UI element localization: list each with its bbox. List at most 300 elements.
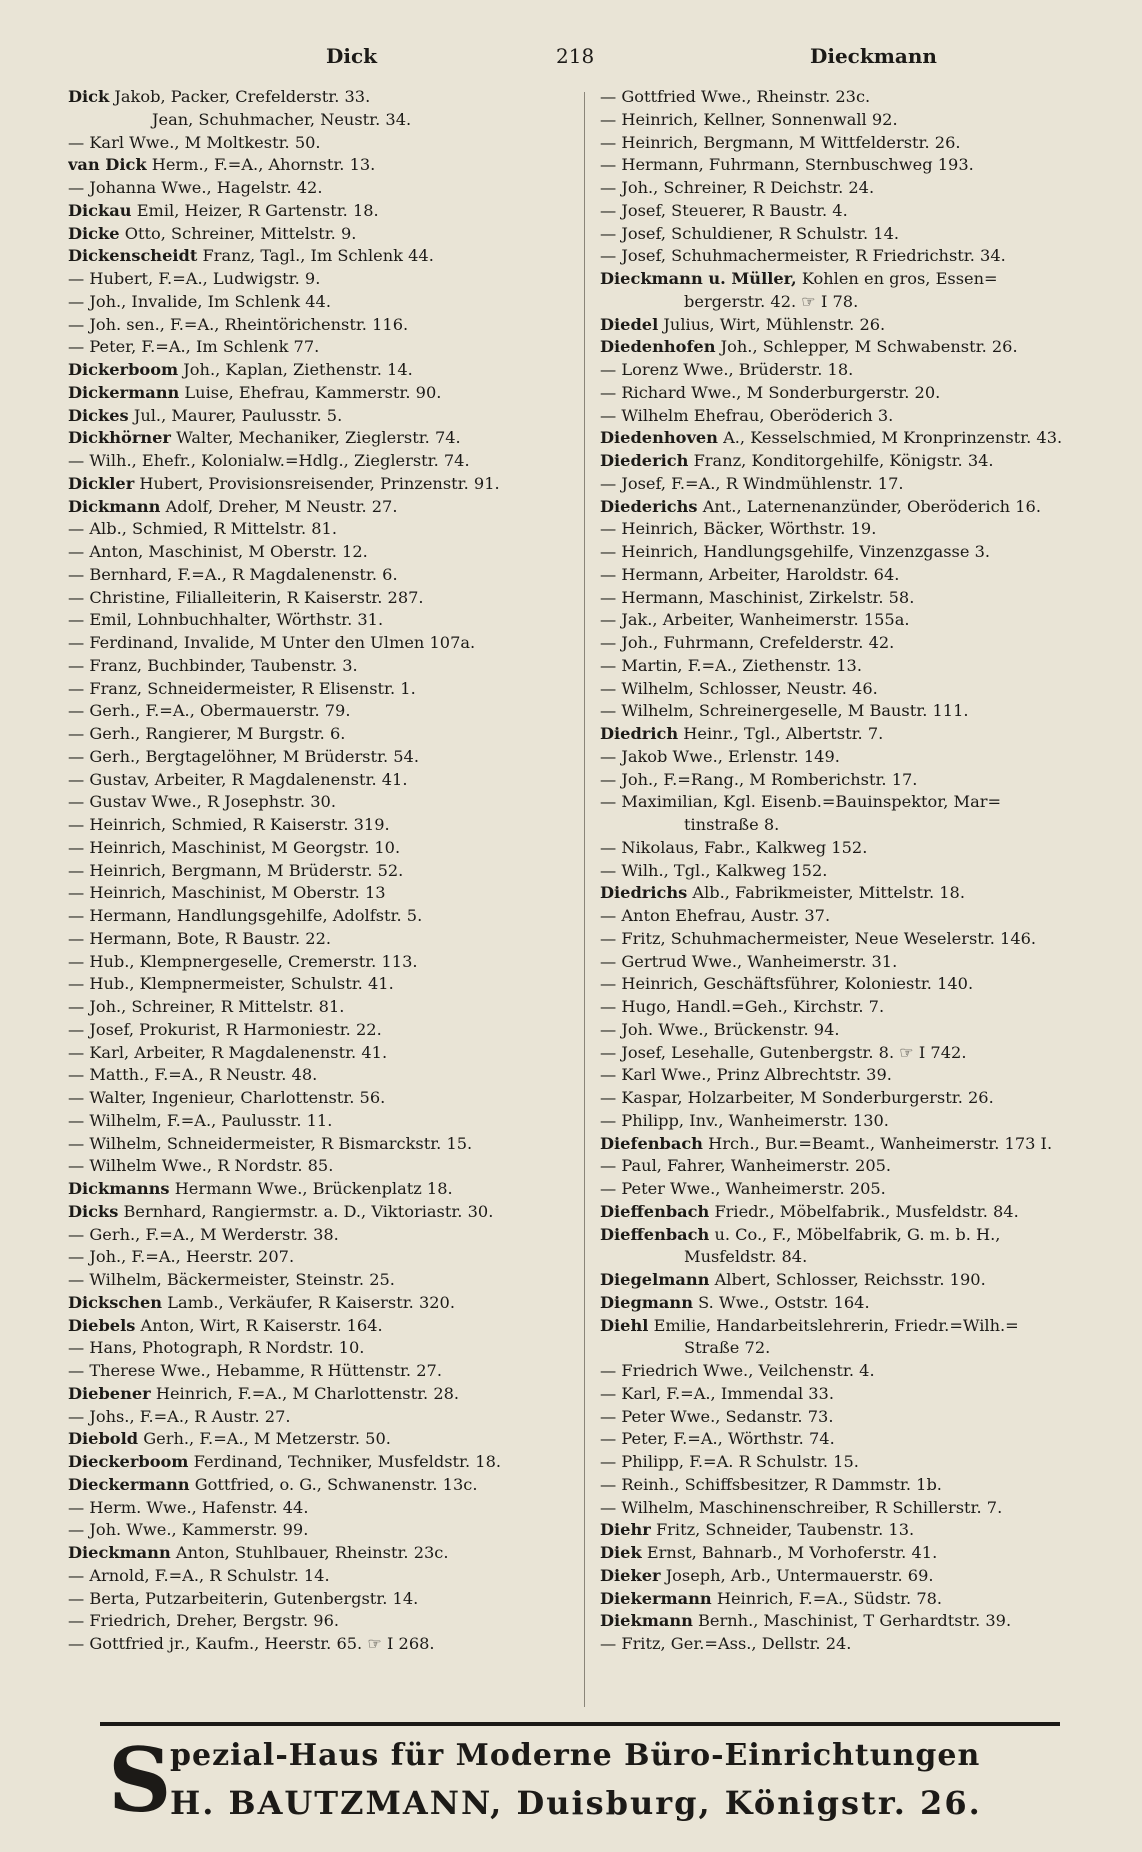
directory-entry: [600, 769, 1100, 792]
directory-entry: [68, 314, 580, 337]
directory-entry: [68, 1383, 580, 1406]
entry-details: — Heinrich, Bergmann, M Wittfelderstr. 26.: [600, 132, 961, 152]
entry-details: — Arnold, F.=A., R Schulstr. 14.: [68, 1565, 330, 1585]
directory-entry: [600, 1133, 1100, 1156]
directory-entry: [600, 496, 1100, 519]
entry-details: Adolf, Dreher, M Neustr. 27.: [165, 496, 398, 516]
entry-details: — Nikolaus, Fabr., Kalkweg 152.: [600, 837, 868, 857]
entry-details: — Joh., Invalide, Im Schlenk 44.: [68, 291, 331, 311]
entry-details: — Heinrich, Maschinist, M Georgstr. 10.: [68, 837, 401, 857]
entry-details: — Joh., Fuhrmann, Crefelderstr. 42.: [600, 633, 895, 652]
entry-details: Gottfried, o. G., Schwanenstr. 13c.: [194, 1474, 478, 1494]
directory-entry: [68, 1337, 580, 1360]
entry-details: — Richard Wwe., M Sonderburgerstr. 20.: [600, 382, 941, 402]
directory-entry: [600, 518, 1100, 541]
entry-details: Joh., Kaplan, Ziethenstr. 14.: [183, 360, 413, 379]
entry-details: Ferdinand, Techniker, Musfeldstr. 18.: [193, 1452, 502, 1471]
entry-details: — Hugo, Handl.=Geh., Kirchstr. 7.: [600, 997, 885, 1016]
entry-details: — Josef, Steuerer, R Baustr. 4.: [600, 200, 848, 220]
column-divider: [584, 92, 585, 1707]
entry-details: — Gustav Wwe., R Josephstr. 30.: [68, 792, 337, 812]
entry-details: Bernh., Maschinist, T Gerhardtstr. 39.: [698, 1611, 1012, 1631]
directory-entry: [68, 1201, 580, 1224]
directory-entry: [68, 473, 580, 496]
directory-entry: [600, 1588, 1100, 1611]
entry-details: — Heinrich, Kellner, Sonnenwall 92.: [600, 109, 898, 129]
directory-entry: [68, 1064, 580, 1087]
directory-entry: [68, 1269, 580, 1292]
entry-details: — Therese Wwe., Hebamme, R Hüttenstr. 27.: [68, 1361, 442, 1380]
directory-entry: [68, 1155, 580, 1178]
directory-entry: [600, 1497, 1100, 1520]
entry-details: — Joh. Wwe., Kammerstr. 99.: [68, 1520, 309, 1540]
directory-entry: [68, 746, 580, 769]
entry-details: — Johanna Wwe., Hagelstr. 42.: [68, 178, 323, 197]
directory-entry: [68, 951, 580, 974]
entry-details: — Hub., Klempnergeselle, Cremerstr. 113.: [68, 951, 418, 971]
directory-entry: [600, 632, 1100, 655]
directory-entry: [600, 1610, 1100, 1633]
entry-details: — Karl, F.=A., Immendal 33.: [600, 1383, 835, 1403]
directory-entry: [68, 882, 580, 905]
entry-details: Emil, Heizer, R Gartenstr. 18.: [136, 200, 379, 220]
directory-entry: [68, 450, 580, 473]
directory-entry: [600, 541, 1100, 564]
entry-surname: Diederichs: [600, 496, 698, 516]
directory-entry: [600, 427, 1100, 450]
right-column: [600, 86, 1100, 1656]
directory-entry: [68, 1292, 580, 1315]
entry-details: Hrch., Bur.=Beamt., Wanheimerstr. 173 I.: [708, 1133, 1053, 1153]
entry-details: — Hermann, Fuhrmann, Sternbuschweg 193.: [600, 155, 974, 175]
entry-details: S. Wwe., Oststr. 164.: [698, 1292, 870, 1312]
entry-details: Heinr., Tgl., Albertstr. 7.: [683, 724, 884, 743]
directory-entry: [600, 200, 1100, 223]
entry-details: — Josef, Schuldiener, R Schulstr. 14.: [600, 223, 900, 243]
directory-entry: [68, 678, 580, 701]
entry-details: Bernhard, Rangiermstr. a. D., Viktoriastr. 30.: [123, 1201, 494, 1221]
entry-details: Franz, Konditorgehilfe, Königstr. 34.: [693, 451, 994, 470]
directory-entry: [68, 1633, 580, 1656]
entry-details: — Heinrich, Bäcker, Wörthstr. 19.: [600, 519, 877, 539]
entry-details: — Hub., Klempnermeister, Schulstr. 41.: [68, 974, 394, 994]
directory-entry: [68, 405, 580, 428]
directory-entry: [600, 1269, 1100, 1292]
entry-details: — Maximilian, Kgl. Eisenb.=Bauinspektor, Mar=: [600, 792, 1002, 812]
entry-surname: Diegmann: [600, 1292, 693, 1312]
entry-details: — Wilhelm Ehefrau, Oberöderich 3.: [600, 405, 894, 425]
entry-surname: Dicks: [68, 1201, 119, 1221]
entry-surname: Diedrichs: [600, 883, 688, 903]
entry-details: — Walter, Ingenieur, Charlottenstr. 56.: [68, 1088, 386, 1107]
entry-details: Friedr., Möbelfabrik., Musfeldstr. 84.: [714, 1201, 1019, 1221]
entry-details: — Heinrich, Schmied, R Kaiserstr. 319.: [68, 815, 390, 834]
directory-entry: [600, 678, 1100, 701]
entry-details: — Wilhelm, Schlosser, Neustr. 46.: [600, 678, 878, 698]
directory-entry: [600, 1019, 1100, 1042]
directory-entry: [68, 268, 580, 291]
directory-entry: [68, 427, 580, 450]
entry-details: Gerh., F.=A., M Metzerstr. 50.: [143, 1429, 391, 1449]
entry-details: — Gerh., Rangierer, M Burgstr. 6.: [68, 724, 346, 743]
directory-entry: [68, 723, 580, 746]
directory-entry: [68, 587, 580, 610]
header-left-keyword: Dick: [326, 44, 377, 68]
entry-details: — Matth., F.=A., R Neustr. 48.: [68, 1065, 318, 1085]
directory-entry: [68, 177, 580, 200]
entry-details: — Hermann, Handlungsgehilfe, Adolfstr. 5.: [68, 906, 423, 925]
entry-details: — Josef, F.=A., R Windmühlenstr. 17.: [600, 473, 904, 493]
directory-entry: [68, 223, 580, 246]
entry-surname: Diebold: [68, 1429, 139, 1449]
entry-details: — Philipp, Inv., Wanheimerstr. 130.: [600, 1110, 889, 1130]
entry-details: bergerstr. 42. ☞ I 78.: [684, 291, 859, 311]
directory-entry: [600, 791, 1100, 814]
entry-details: Joh., Schlepper, M Schwabenstr. 26.: [720, 337, 1018, 357]
entry-surname: Dickschen: [68, 1292, 163, 1312]
entry-details: — Anton, Maschinist, M Oberstr. 12.: [68, 542, 368, 561]
entry-details: — Joh., Schreiner, R Deichstr. 24.: [600, 178, 875, 197]
entry-details: — Kaspar, Holzarbeiter, M Sonderburgerstr. 26.: [600, 1088, 994, 1107]
directory-entry: [68, 837, 580, 860]
entry-details: Heinrich, F.=A., M Charlottenstr. 28.: [155, 1383, 460, 1403]
directory-entry: [68, 1610, 580, 1633]
directory-entry: [600, 1246, 1100, 1269]
entry-details: Joseph, Arb., Untermauerstr. 69.: [665, 1565, 934, 1585]
entry-surname: Diederich: [600, 451, 689, 470]
entry-surname: Diedenhoven: [600, 428, 718, 448]
entry-details: — Heinrich, Bergmann, M Brüderstr. 52.: [68, 860, 404, 880]
entry-details: — Gertrud Wwe., Wanheimerstr. 31.: [600, 951, 898, 971]
entry-surname: Diedrich: [600, 724, 679, 743]
directory-entry: [68, 245, 580, 268]
entry-details: — Josef, Lesehalle, Gutenbergstr. 8. ☞ I 742.: [600, 1042, 967, 1062]
entry-details: — Heinrich, Handlungsgehilfe, Vinzenzgasse 3.: [600, 542, 991, 561]
entry-details: — Martin, F.=A., Ziethenstr. 13.: [600, 655, 862, 675]
directory-entry: [600, 473, 1100, 496]
entry-details: — Josef, Prokurist, R Harmoniestr. 22.: [68, 1019, 382, 1039]
entry-details: Lamb., Verkäufer, R Kaiserstr. 320.: [167, 1292, 455, 1312]
directory-entry: [600, 1428, 1100, 1451]
directory-entry: [68, 564, 580, 587]
entry-details: Jakob, Packer, Crefelderstr. 33.: [114, 87, 371, 106]
entry-details: A., Kesselschmied, M Kronprinzenstr. 43.: [723, 428, 1063, 448]
directory-entry: [600, 1110, 1100, 1133]
entry-surname: Dickau: [68, 200, 132, 220]
directory-entry: [68, 154, 580, 177]
directory-entry: [600, 1474, 1100, 1497]
directory-entry: [68, 1428, 580, 1451]
entry-details: — Wilhelm, Bäckermeister, Steinstr. 25.: [68, 1270, 395, 1289]
directory-entry: [600, 928, 1100, 951]
entry-details: — Wilh., Tgl., Kalkweg 152.: [600, 860, 828, 880]
directory-entry: [600, 1383, 1100, 1406]
entry-surname: Dickhörner: [68, 428, 171, 448]
entry-details: — Hermann, Bote, R Baustr. 22.: [68, 928, 332, 948]
entry-details: — Jakob Wwe., Erlenstr. 149.: [600, 746, 840, 766]
entry-surname: Dickerboom: [68, 360, 179, 379]
directory-entry: [68, 1019, 580, 1042]
directory-entry: [68, 291, 580, 314]
entry-details: — Gottfried jr., Kaufm., Heerstr. 65. ☞ I 268.: [68, 1634, 435, 1653]
ad-line-1: pezial-Haus für Moderne Büro-Einrichtungen: [170, 1738, 981, 1773]
directory-entry: [600, 1519, 1100, 1542]
entry-surname: Dieffenbach: [600, 1201, 710, 1221]
directory-entry: [600, 814, 1100, 837]
entry-surname: Dickenscheidt: [68, 246, 198, 266]
directory-entry: [68, 1497, 580, 1520]
entry-surname: Dieckmann u. Müller,: [600, 269, 797, 288]
entry-details: — Hubert, F.=A., Ludwigstr. 9.: [68, 269, 321, 288]
entry-details: — Herm. Wwe., Hafenstr. 44.: [68, 1497, 309, 1517]
entry-details: — Johs., F.=A., R Austr. 27.: [68, 1406, 291, 1426]
entry-surname: Dickler: [68, 473, 135, 493]
entry-details: — Friedrich Wwe., Veilchenstr. 4.: [600, 1361, 875, 1380]
entry-details: Ant., Laternenanzünder, Oberöderich 16.: [702, 496, 1041, 516]
entry-surname: Diek: [600, 1543, 642, 1562]
entry-details: — Alb., Schmied, R Mittelstr. 81.: [68, 519, 337, 539]
directory-entry: [600, 86, 1100, 109]
directory-entry: [600, 1201, 1100, 1224]
directory-entry: [600, 1042, 1100, 1065]
directory-entry: [68, 1087, 580, 1110]
entry-surname: Diekmann: [600, 1611, 693, 1631]
directory-entry: [68, 1178, 580, 1201]
directory-entry: [68, 1542, 580, 1565]
entry-surname: Diehr: [600, 1520, 651, 1540]
entry-details: — Karl Wwe., M Moltkestr. 50.: [68, 132, 321, 152]
directory-entry: [68, 1588, 580, 1611]
directory-entry: [68, 996, 580, 1019]
directory-entry: [600, 382, 1100, 405]
entry-details: Walter, Mechaniker, Zieglerstr. 74.: [176, 428, 461, 448]
directory-entry: [68, 1110, 580, 1133]
entry-details: — Ferdinand, Invalide, M Unter den Ulmen 107a.: [68, 633, 476, 652]
entry-details: Anton, Wirt, R Kaiserstr. 164.: [140, 1315, 383, 1335]
directory-entry: [68, 1042, 580, 1065]
entry-details: Emilie, Handarbeitslehrerin, Friedr.=Wilh.=: [653, 1315, 1019, 1335]
directory-entry: [600, 132, 1100, 155]
directory-entry: [600, 450, 1100, 473]
entry-details: — Joh. Wwe., Brückenstr. 94.: [600, 1019, 840, 1039]
entry-details: — Heinrich, Geschäftsführer, Koloniestr. 140.: [600, 974, 974, 994]
entry-surname: Dieckerboom: [68, 1452, 189, 1471]
directory-entry: [600, 314, 1100, 337]
entry-details: — Hermann, Maschinist, Zirkelstr. 58.: [600, 587, 915, 607]
entry-details: u. Co., F., Möbelfabrik, G. m. b. H.,: [714, 1224, 1001, 1244]
directory-entry: [68, 928, 580, 951]
entry-surname: Dieckermann: [68, 1474, 190, 1494]
entry-details: Otto, Schreiner, Mittelstr. 9.: [124, 223, 357, 243]
directory-entry: [68, 86, 580, 109]
entry-details: Fritz, Schneider, Taubenstr. 13.: [655, 1520, 915, 1540]
directory-entry: [600, 723, 1100, 746]
entry-details: — Lorenz Wwe., Brüderstr. 18.: [600, 360, 854, 379]
entry-details: — Heinrich, Maschinist, M Oberstr. 13: [68, 883, 386, 903]
entry-details: — Joh., Schreiner, R Mittelstr. 81.: [68, 997, 345, 1016]
directory-entry: [600, 336, 1100, 359]
directory-entry: [68, 496, 580, 519]
entry-details: — Gerh., Bergtagelöhner, M Brüderstr. 54.: [68, 746, 419, 766]
entry-surname: van Dick: [68, 155, 147, 175]
entry-details: — Wilhelm, Schreinergeselle, M Baustr. 111.: [600, 701, 969, 721]
directory-entry: [600, 996, 1100, 1019]
entry-surname: Diedel: [600, 314, 659, 334]
entry-surname: Diefenbach: [600, 1133, 703, 1153]
page-number: 218: [556, 44, 595, 68]
directory-entry: [600, 609, 1100, 632]
entry-details: — Philipp, F.=A. R Schulstr. 15.: [600, 1452, 859, 1471]
entry-details: Hubert, Provisionsreisender, Prinzenstr. 91.: [139, 473, 500, 493]
entry-details: — Hans, Photograph, R Nordstr. 10.: [68, 1338, 365, 1358]
entry-details: Kohlen en gros, Essen=: [801, 269, 998, 288]
entry-surname: Diekermann: [600, 1588, 712, 1608]
left-column: [68, 86, 580, 1656]
entry-details: — Fritz, Ger.=Ass., Dellstr. 24.: [600, 1634, 852, 1653]
entry-details: — Peter, F.=A., Im Schlenk 77.: [68, 337, 320, 357]
directory-entry: [68, 1133, 580, 1156]
directory-entry: [68, 905, 580, 928]
directory-entry: [600, 1406, 1100, 1429]
entry-details: — Karl, Arbeiter, R Magdalenenstr. 41.: [68, 1042, 388, 1062]
entry-details: Albert, Schlosser, Reichsstr. 190.: [714, 1270, 986, 1289]
directory-entry: [600, 837, 1100, 860]
directory-entry: [600, 1155, 1100, 1178]
directory-entry: [68, 1474, 580, 1497]
directory-entry: [68, 1565, 580, 1588]
entry-details: — Wilhelm Wwe., R Nordstr. 85.: [68, 1156, 334, 1176]
entry-surname: Dickmanns: [68, 1179, 170, 1198]
directory-entry: [68, 336, 580, 359]
entry-details: Heinrich, F.=A., Südstr. 78.: [716, 1588, 943, 1608]
directory-entry: [68, 109, 580, 132]
entry-details: — Gerh., F.=A., Obermauerstr. 79.: [68, 701, 351, 721]
directory-entry: [600, 882, 1100, 905]
entry-details: — Anton Ehefrau, Austr. 37.: [600, 906, 831, 925]
entry-surname: Diegelmann: [600, 1270, 710, 1289]
directory-entry: [68, 382, 580, 405]
entry-details: Straße 72.: [684, 1338, 771, 1358]
entry-details: — Franz, Buchbinder, Taubenstr. 3.: [68, 655, 358, 675]
directory-entry: [68, 1246, 580, 1269]
entry-details: — Hermann, Arbeiter, Haroldstr. 64.: [600, 564, 900, 584]
entry-details: — Wilhelm, Maschinenschreiber, R Schillerstr. 7.: [600, 1497, 1003, 1517]
directory-entry: [600, 700, 1100, 723]
entry-details: — Gottfried Wwe., Rheinstr. 23c.: [600, 87, 871, 106]
directory-entry: [600, 587, 1100, 610]
entry-surname: Dicke: [68, 223, 120, 243]
entry-details: — Joh., F.=A., Heerstr. 207.: [68, 1247, 295, 1267]
directory-entry: [68, 132, 580, 155]
entry-details: — Fritz, Schuhmachermeister, Neue Weselerstr. 146.: [600, 928, 1037, 948]
ad-line-2: H. BAUTZMANN, Duisburg, Königstr. 26.: [170, 1784, 982, 1822]
entry-surname: Diebels: [68, 1315, 136, 1335]
entry-surname: Dickes: [68, 405, 129, 425]
directory-entry: [600, 154, 1100, 177]
entry-surname: Dick: [68, 87, 110, 106]
entry-details: — Franz, Schneidermeister, R Elisenstr. 1.: [68, 678, 416, 698]
directory-entry: [68, 700, 580, 723]
entry-details: — Emil, Lohnbuchhalter, Wörthstr. 31.: [68, 610, 384, 630]
directory-entry: [600, 1178, 1100, 1201]
entry-details: — Wilh., Ehefr., Kolonialw.=Hdlg., Zieglerstr. 74.: [68, 451, 470, 470]
entry-details: — Jak., Arbeiter, Wanheimerstr. 155a.: [600, 610, 910, 630]
directory-entry: [68, 609, 580, 632]
entry-details: — Wilhelm, F.=A., Paulusstr. 11.: [68, 1110, 333, 1130]
directory-entry: [600, 1224, 1100, 1247]
directory-entry: [68, 632, 580, 655]
directory-entry: [600, 223, 1100, 246]
directory-entry: [600, 291, 1100, 314]
directory-entry: [68, 1224, 580, 1247]
directory-entry: [68, 814, 580, 837]
advertisement-banner: [100, 1722, 1060, 1838]
entry-surname: Diebener: [68, 1383, 151, 1403]
page-header: [0, 44, 1142, 80]
entry-details: — Gustav, Arbeiter, R Magdalenenstr. 41.: [68, 769, 408, 789]
entry-details: — Peter Wwe., Wanheimerstr. 205.: [600, 1179, 886, 1198]
directory-entry: [600, 1064, 1100, 1087]
directory-entry: [600, 1337, 1100, 1360]
directory-entry: [68, 1406, 580, 1429]
entry-surname: Dickmann: [68, 496, 161, 516]
entry-details: Jean, Schuhmacher, Neustr. 34.: [152, 109, 412, 129]
directory-entry: [68, 359, 580, 382]
directory-entry: [600, 1292, 1100, 1315]
entry-surname: Dieffenbach: [600, 1224, 710, 1244]
directory-entry: [600, 746, 1100, 769]
entry-details: — Peter Wwe., Sedanstr. 73.: [600, 1406, 834, 1426]
directory-entry: [600, 268, 1100, 291]
entry-details: — Gerh., F.=A., M Werderstr. 38.: [68, 1224, 339, 1244]
entry-details: Jul., Maurer, Paulusstr. 5.: [133, 405, 343, 425]
directory-entry: [68, 791, 580, 814]
directory-entry: [600, 1633, 1100, 1656]
entry-details: Anton, Stuhlbauer, Rheinstr. 23c.: [175, 1543, 449, 1562]
directory-entry: [600, 1451, 1100, 1474]
entry-details: — Karl Wwe., Prinz Albrechtstr. 39.: [600, 1065, 892, 1085]
entry-details: Julius, Wirt, Mühlenstr. 26.: [663, 314, 886, 334]
directory-entry: [600, 905, 1100, 928]
entry-surname: Diehl: [600, 1315, 649, 1335]
entry-details: — Peter, F.=A., Wörthstr. 74.: [600, 1429, 835, 1449]
entry-details: Ernst, Bahnarb., M Vorhoferstr. 41.: [646, 1543, 938, 1562]
directory-entry: [600, 359, 1100, 382]
directory-entry: [600, 1542, 1100, 1565]
ad-initial: S: [108, 1728, 172, 1832]
entry-details: Luise, Ehefrau, Kammerstr. 90.: [184, 382, 442, 402]
directory-entry: [68, 860, 580, 883]
entry-surname: Dieckmann: [68, 1543, 171, 1562]
directory-entry: [600, 951, 1100, 974]
directory-entry: [68, 541, 580, 564]
entry-details: Franz, Tagl., Im Schlenk 44.: [202, 246, 434, 266]
directory-entry: [68, 1360, 580, 1383]
directory-entry: [68, 1451, 580, 1474]
directory-entry: [600, 1087, 1100, 1110]
entry-details: — Christine, Filialleiterin, R Kaiserstr. 287.: [68, 587, 424, 607]
directory-entry: [68, 973, 580, 996]
entry-surname: Dieker: [600, 1565, 661, 1585]
directory-entry: [600, 245, 1100, 268]
directory-entry: [600, 564, 1100, 587]
directory-entry: [600, 1565, 1100, 1588]
directory-entry: [600, 655, 1100, 678]
entry-details: — Reinh., Schiffsbesitzer, R Dammstr. 1b.: [600, 1474, 942, 1494]
entry-details: — Friedrich, Dreher, Bergstr. 96.: [68, 1611, 340, 1631]
entry-details: — Bernhard, F.=A., R Magdalenenstr. 6.: [68, 564, 398, 584]
entry-details: Herm., F.=A., Ahornstr. 13.: [151, 155, 376, 175]
